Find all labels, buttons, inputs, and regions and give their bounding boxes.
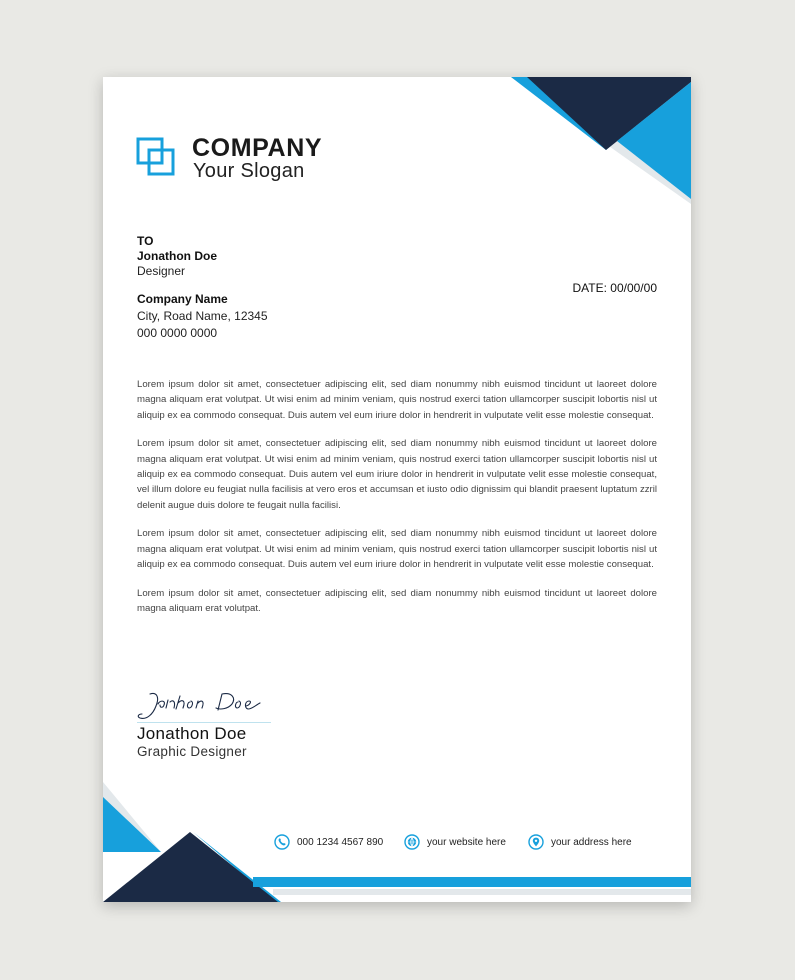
footer-phone-text: 000 1234 4567 890 — [297, 836, 384, 848]
footer-website — [404, 833, 506, 851]
company-name: COMPANY — [192, 134, 323, 162]
signature-divider — [137, 722, 271, 723]
location-pin-icon — [528, 834, 544, 850]
overlapping-squares-icon — [136, 137, 176, 177]
recipient-title: Designer — [137, 264, 186, 278]
company-slogan: Your Slogan — [193, 160, 305, 182]
bottom-gray-bar — [273, 889, 691, 895]
top-right-navy-triangle — [527, 77, 691, 150]
top-right-blue-triangle — [617, 82, 691, 199]
recipient-name: Jonathon Doe — [137, 249, 217, 263]
letter-body — [137, 377, 657, 630]
letterhead-page — [103, 77, 691, 902]
phone-icon — [274, 834, 290, 850]
letter-date: DATE: 00/00/00 — [572, 281, 657, 295]
recipient-company: Company Name — [137, 292, 228, 306]
to-label: TO — [137, 234, 154, 248]
body-paragraph: Lorem ipsum dolor sit amet, consectetuer adipiscing elit, sed diam nonummy nibh euismod tincidunt ut laoreet dolore magna aliquam erat volutpat. Ut wisi enim ad minim veniam, quis nostrud exerci tation ullamcorper suscipit lobortis nisl ut aliquip ex ea commodo consequat. Duis autem vel eum iriure dolor in hendrerit in vulputate velit esse molestie consequat. — [137, 528, 657, 570]
signer-name: Jonathon Doe — [137, 724, 247, 743]
bottom-left-blue-band — [193, 832, 281, 902]
bottom-left-navy-triangle — [103, 832, 278, 902]
footer-phone — [274, 833, 383, 851]
body-paragraph: Lorem ipsum dolor sit amet, consectetuer adipiscing elit, sed diam nonummy nibh euismod tincidunt ut laoreet dolore magna aliquam erat volutpat. Ut wisi enim ad minim veniam, quis nostrud exerci tation ullamcorper suscipit lobortis nisl ut aliquip ex ea commodo consequat. Duis autem vel eum iriure dolor in hendrerit in vulputate velit esse molestie consequat, vel illum dolore eu feugiat nulla facilisis at vero eros et accumsan et iusto odio dignissim qui blandit praesent luptatum zzril delenit augue duis dolore te feugait nulla facilisi. — [137, 438, 657, 511]
bottom-left-blue-triangle — [103, 797, 161, 852]
signer-title: Graphic Designer — [137, 744, 247, 759]
top-right-gray-stripe — [511, 77, 691, 204]
body-paragraph: Lorem ipsum dolor sit amet, consectetuer adipiscing elit, sed diam nonummy nibh euismod tincidunt ut laoreet dolore magna aliquam erat volutpat. — [137, 587, 657, 615]
body-paragraph: Lorem ipsum dolor sit amet, consectetuer adipiscing elit, sed diam nonummy nibh euismod tincidunt ut laoreet dolore magna aliquam erat volutpat. Ut wisi enim ad minim veniam, quis nostrud exerci tation ullamcorper suscipit lobortis nisl ut aliquip ex ea commodo consequat. Duis autem vel eum iriure dolor in hendrerit in vulputate velit esse molestie consequat. — [137, 379, 657, 421]
footer-address-text: your address here — [551, 836, 632, 848]
bottom-blue-bar — [253, 877, 691, 887]
footer-website-text: your website here — [427, 836, 506, 848]
bottom-left-gray-stripe — [103, 782, 161, 852]
top-right-blue-band — [511, 77, 691, 150]
footer-address — [528, 833, 632, 851]
recipient-phone: 000 0000 0000 — [137, 326, 218, 340]
globe-icon — [404, 834, 420, 850]
recipient-address: City, Road Name, 12345 — [137, 309, 268, 323]
